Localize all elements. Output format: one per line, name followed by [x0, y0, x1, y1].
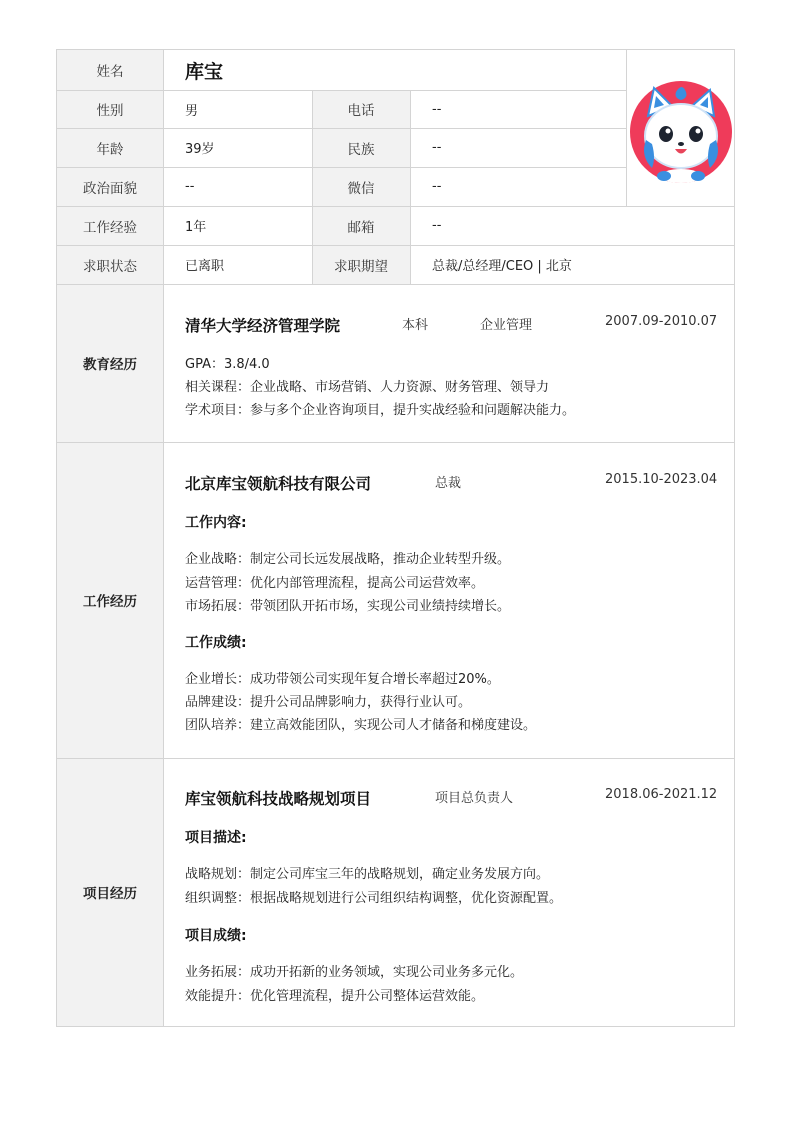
wechat-label: 微信 — [312, 167, 410, 206]
work-content-line: 企业战略：制定公司长远发展战略，推动企业转型升级。 — [185, 552, 511, 567]
project-result-line: 效能提升：优化管理流程，提升公司整体运营效能。 — [185, 989, 485, 1004]
political-value: -- — [185, 179, 195, 194]
project-result-line: 业务拓展：成功开拓新的业务领域，实现公司业务多元化。 — [185, 965, 524, 980]
project-result-title: 项目成绩: — [185, 928, 247, 944]
cat-mascot-avatar-icon — [626, 78, 736, 188]
work-result-line: 品牌建设：提升公司品牌影响力，获得行业认可。 — [185, 695, 472, 710]
name-label: 姓名 — [57, 50, 163, 90]
status-value: 已离职 — [185, 259, 225, 274]
work-company: 北京库宝领航科技有限公司 — [185, 475, 372, 493]
status-label: 求职状态 — [57, 245, 163, 284]
project-desc-title: 项目描述: — [185, 830, 247, 846]
expect-label: 求职期望 — [312, 245, 410, 284]
education-major: 企业管理 — [480, 318, 533, 333]
political-label: 政治面貌 — [57, 167, 163, 206]
work-label: 工作经历 — [57, 442, 163, 758]
work-content-line: 市场拓展：带领团队开拓市场，实现公司业绩持续增长。 — [185, 599, 511, 614]
name-value: 库宝 — [185, 60, 224, 83]
work-result-title: 工作成绩: — [185, 635, 247, 651]
email-value: -- — [432, 218, 442, 233]
expect-value: 总裁/总经理/CEO | 北京 — [432, 259, 572, 274]
education-degree: 本科 — [402, 318, 429, 333]
work-content-title: 工作内容: — [185, 515, 247, 531]
work-content-line: 运营管理：优化内部管理流程，提高公司运营效率。 — [185, 576, 485, 591]
project-desc-line: 战略规划：制定公司库宝三年的战略规划，确定业务发展方向。 — [185, 867, 550, 882]
gender-value: 男 — [185, 103, 199, 119]
age-label: 年龄 — [57, 128, 163, 167]
email-label: 邮箱 — [312, 206, 410, 245]
project-desc-line: 组织调整：根据战略规划进行公司组织结构调整，优化资源配置。 — [185, 891, 563, 906]
education-period: 2007.09-2010.07 — [605, 314, 718, 329]
experience-label: 工作经验 — [57, 206, 163, 245]
work-position: 总裁 — [435, 476, 462, 491]
project-period: 2018.06-2021.12 — [605, 787, 718, 802]
ethnicity-label: 民族 — [312, 128, 410, 167]
gender-label: 性别 — [57, 90, 163, 128]
experience-value: 1年 — [185, 220, 207, 235]
education-line: 学术项目：参与多个企业咨询项目，提升实战经验和问题解决能力。 — [185, 403, 576, 418]
education-school: 清华大学经济管理学院 — [185, 317, 341, 335]
ethnicity-value: -- — [432, 140, 442, 155]
education-line: GPA：3.8/4.0 — [185, 357, 270, 372]
age-value: 39岁 — [185, 142, 215, 157]
education-line: 相关课程：企业战略、市场营销、人力资源、财务管理、领导力 — [185, 380, 550, 395]
work-result-line: 团队培养：建立高效能团队，实现公司人才储备和梯度建设。 — [185, 718, 537, 733]
phone-value: -- — [432, 101, 442, 117]
resume-sheet — [56, 49, 735, 1027]
project-label: 项目经历 — [57, 758, 163, 1026]
education-label: 教育经历 — [57, 284, 163, 442]
project-role: 项目总负责人 — [435, 791, 514, 806]
project-name: 库宝领航科技战略规划项目 — [185, 790, 372, 808]
work-period: 2015.10-2023.04 — [605, 472, 718, 487]
work-result-line: 企业增长：成功带领公司实现年复合增长率超过20%。 — [185, 672, 500, 687]
wechat-value: -- — [432, 179, 442, 194]
phone-label: 电话 — [312, 90, 410, 128]
